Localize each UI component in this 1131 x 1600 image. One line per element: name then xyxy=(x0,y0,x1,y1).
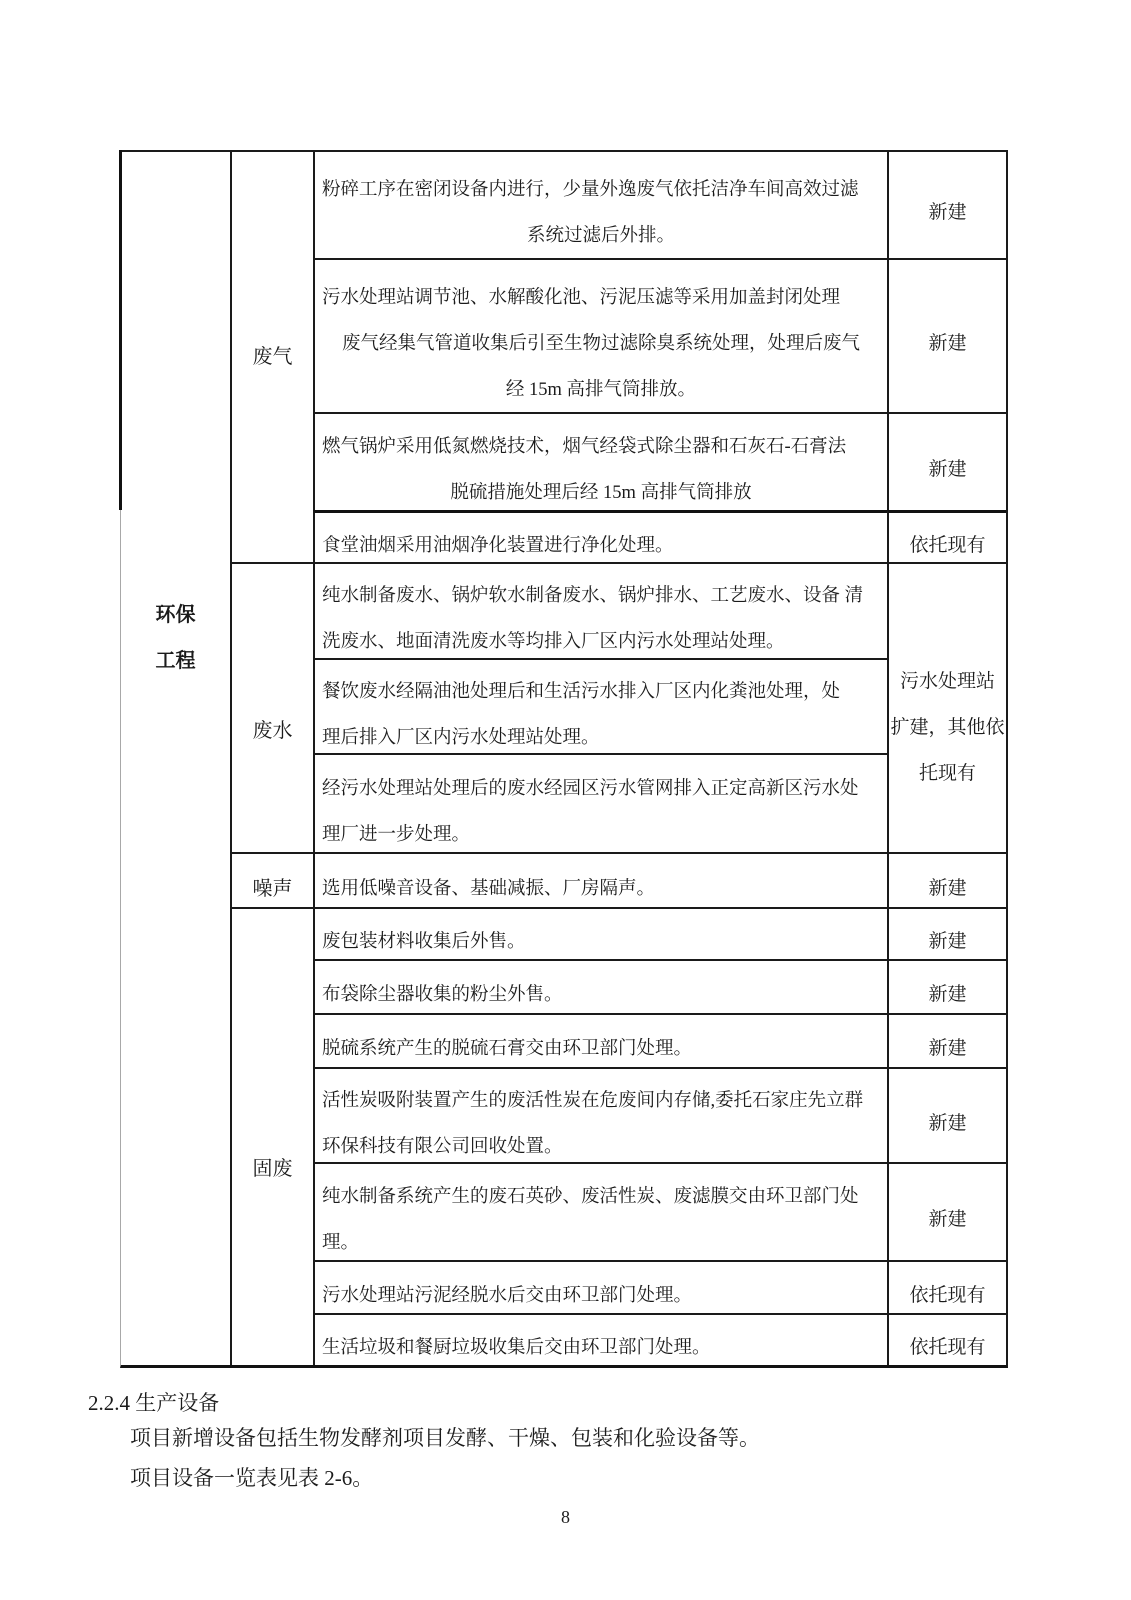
desc-line: 布袋除尘器收集的粉尘外售。 xyxy=(322,985,563,1005)
desc-line: 纯水制备废水、锅炉软水制备废水、锅炉排水、工艺废水、设备 清 xyxy=(322,586,864,606)
table-cell-desc xyxy=(313,907,887,959)
status-cell: 依托现有 xyxy=(887,1260,1006,1313)
status-cell: 新建 xyxy=(887,1013,1006,1067)
table-cell-desc xyxy=(313,510,887,562)
desc-line: 脱硫系统产生的脱硫石膏交由环卫部门处理。 xyxy=(322,1039,693,1059)
category-label-waste-gas: 废气 xyxy=(230,152,313,562)
desc-line: 系统过滤后外排。 xyxy=(526,226,675,246)
desc-line: 生活垃圾和餐厨垃圾收集后交由环卫部门处理。 xyxy=(322,1338,711,1358)
table-cell-desc xyxy=(313,258,887,412)
category-label-solid-waste: 固废 xyxy=(230,907,313,1365)
desc-line: 经 15m 高排气筒排放。 xyxy=(505,380,697,400)
status-line: 污水处理站 xyxy=(899,671,995,692)
desc-line: 废气经集气管道收集后引至生物过滤除臭系统处理，处理后废气 xyxy=(341,334,860,354)
table-cell-desc xyxy=(313,562,887,658)
table-cell-desc xyxy=(313,959,887,1013)
desc-line: 粉碎工序在密闭设备内进行，少量外逸废气依托洁净车间高效过滤 xyxy=(322,180,859,200)
category-label-waste-water: 废水 xyxy=(230,562,313,852)
status-cell: 新建 xyxy=(887,412,1006,510)
desc-line: 食堂油烟采用油烟净化装置进行净化处理。 xyxy=(322,535,674,556)
desc-line: 污水处理站调节池、水解酸化池、污泥压滤等采用加盖封闭处理 xyxy=(322,288,841,308)
group-label-line1: 环保 xyxy=(155,604,196,626)
table-cell-desc xyxy=(313,1313,887,1365)
status-cell: 新建 xyxy=(887,907,1006,959)
status-line: 扩建，其他依 xyxy=(890,717,1005,738)
status-cell: 新建 xyxy=(887,258,1006,412)
table-cell-desc xyxy=(313,1067,887,1162)
status-cell: 新建 xyxy=(887,1162,1006,1260)
status-cell: 新建 xyxy=(887,1067,1006,1162)
paragraph-equipment: 项目新增设备包括生物发酵剂项目发酵、干燥、包装和化验设备等。 xyxy=(130,1426,760,1450)
table-cell-desc xyxy=(313,753,887,852)
paragraph-table-ref: 项目设备一览表见表 2-6。 xyxy=(130,1466,374,1490)
table-cell-desc xyxy=(313,1260,887,1313)
status-cell: 依托现有 xyxy=(887,510,1006,562)
table-cell-desc xyxy=(313,152,887,258)
desc-line: 理后排入厂区内污水处理站处理。 xyxy=(322,727,600,748)
group-label-line2: 工程 xyxy=(155,650,196,672)
status-cell: 依托现有 xyxy=(887,1313,1006,1365)
section-heading: 2.2.4 生产设备 xyxy=(88,1391,220,1415)
table-cell-desc xyxy=(313,852,887,907)
page-number: 8 xyxy=(561,1507,570,1527)
table-cell-desc xyxy=(313,412,887,510)
category-label-noise: 噪声 xyxy=(230,852,313,907)
desc-line: 选用低噪音设备、基础减振、厂房隔声。 xyxy=(322,878,656,899)
desc-line: 洗废水、地面清洗废水等均排入厂区内污水处理站处理。 xyxy=(322,632,785,652)
table-cell-desc xyxy=(313,658,887,753)
desc-line: 燃气锅炉采用低氮燃烧技术，烟气经袋式除尘器和石灰石-石膏法 xyxy=(322,437,847,457)
status-cell: 新建 xyxy=(887,852,1006,907)
table-cell-desc xyxy=(313,1162,887,1260)
desc-line: 脱硫措施处理后经 15m 高排气筒排放 xyxy=(450,483,752,503)
desc-line: 活性炭吸附装置产生的废活性炭在危废间内存储,委托石家庄先立群 xyxy=(322,1090,864,1111)
table-cell-group-label xyxy=(121,152,230,1365)
table-cell-desc xyxy=(313,1013,887,1067)
desc-line: 纯水制备系统产生的废石英砂、废活性炭、废滤膜交由环卫部门处 xyxy=(322,1187,859,1207)
desc-line: 理。 xyxy=(322,1233,360,1253)
status-cell: 新建 xyxy=(887,152,1006,258)
desc-line: 环保科技有限公司回收处置。 xyxy=(322,1136,563,1157)
desc-line: 餐饮废水经隔油池处理后和生活污水排入厂区内化粪池处理，处 xyxy=(322,681,841,702)
desc-line: 理厂进一步处理。 xyxy=(322,824,471,845)
status-cell: 新建 xyxy=(887,959,1006,1013)
status-cell-merged xyxy=(887,562,1006,852)
status-line: 托现有 xyxy=(918,763,976,784)
desc-line: 废包装材料收集后外售。 xyxy=(322,932,526,952)
table-left-bold-border xyxy=(119,150,122,510)
desc-line: 污水处理站污泥经脱水后交由环卫部门处理。 xyxy=(322,1285,693,1306)
desc-line: 经污水处理站处理后的废水经园区污水管网排入正定高新区污水处 xyxy=(322,778,859,799)
environmental-measures-table xyxy=(120,150,1008,1368)
